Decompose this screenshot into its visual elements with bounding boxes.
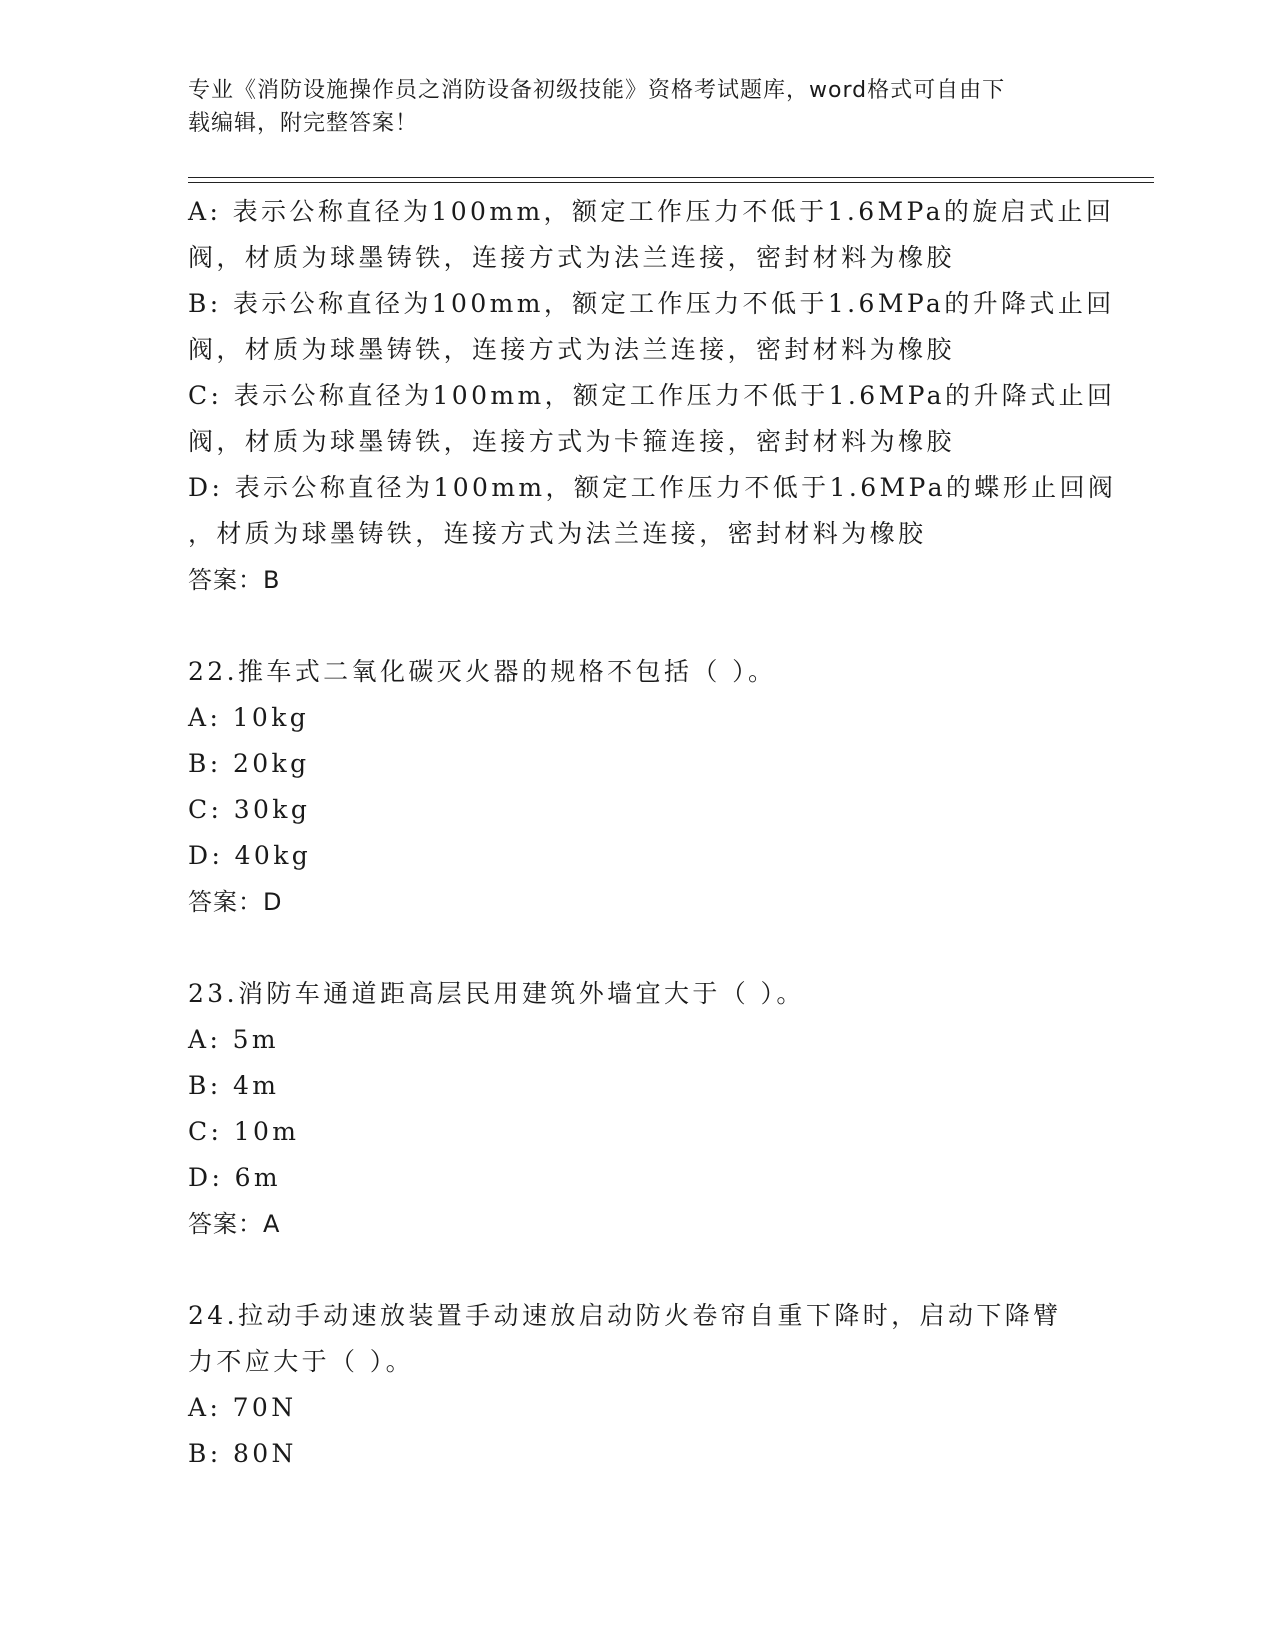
question-22-text: 22.推车式二氧化碳灭火器的规格不包括（ ）。 [188, 657, 777, 686]
answer-21: 答案：B [188, 566, 281, 594]
option-d: D: 40kg [188, 841, 312, 870]
option-a: A: 5m [188, 1025, 280, 1054]
question-23-block [188, 971, 1088, 1247]
question-24-text-line-1: 24.拉动手动速放装置手动速放启动防火卷帘自重下降时，启动下降臂 [188, 1301, 1062, 1330]
option-a-line-1: A: 表示公称直径为100mm，额定工作压力不低于1.6MPa的旋启式止回 [188, 197, 1115, 226]
question-22-block [188, 649, 1088, 925]
question-21-block [188, 189, 1117, 603]
option-c-line-1: C: 表示公称直径为100mm，额定工作压力不低于1.6MPa的升降式止回 [188, 381, 1116, 410]
option-c-line-2: 阀，材质为球墨铸铁，连接方式为卡箍连接，密封材料为橡胶 [188, 427, 955, 456]
option-b-line-2: 阀，材质为球墨铸铁，连接方式为法兰连接，密封材料为橡胶 [188, 335, 955, 364]
question-24-text-line-2: 力不应大于（ ）。 [188, 1347, 415, 1376]
spacer [188, 1247, 1088, 1293]
header-rule-bottom [188, 182, 1154, 183]
option-c: C: 30kg [188, 795, 311, 824]
header-line-2: 载编辑，附完整答案！ [188, 111, 419, 136]
option-c: C: 10m [188, 1117, 300, 1146]
option-b: B: 4m [188, 1071, 280, 1100]
option-d: D: 6m [188, 1163, 282, 1192]
question-23-text: 23.消防车通道距高层民用建筑外墙宜大于（ ）。 [188, 979, 805, 1008]
question-24-block [188, 1293, 1088, 1477]
option-b-line-1: B: 表示公称直径为100mm，额定工作压力不低于1.6MPa的升降式止回 [188, 289, 1115, 318]
header-line-1: 专业《消防设施操作员之消防设备初级技能》资格考试题库，word格式可自由下 [188, 78, 1006, 103]
answer-23: 答案：A [188, 1210, 281, 1238]
spacer [188, 603, 1088, 649]
option-a-line-2: 阀，材质为球墨铸铁，连接方式为法兰连接，密封材料为橡胶 [188, 243, 955, 272]
option-a: A: 70N [188, 1393, 297, 1422]
answer-22: 答案：D [188, 888, 283, 916]
option-b: B: 20kg [188, 749, 310, 778]
header-rule-top [188, 177, 1154, 178]
option-d-line-2: ，材质为球墨铸铁，连接方式为法兰连接，密封材料为橡胶 [188, 519, 927, 548]
option-d-line-1: D: 表示公称直径为100mm，额定工作压力不低于1.6MPa的蝶形止回阀 [188, 473, 1117, 502]
spacer [188, 925, 1088, 971]
option-a: A: 10kg [188, 703, 310, 732]
option-b: B: 80N [188, 1439, 297, 1468]
question-list [188, 189, 1117, 1477]
document-header [188, 74, 1068, 140]
